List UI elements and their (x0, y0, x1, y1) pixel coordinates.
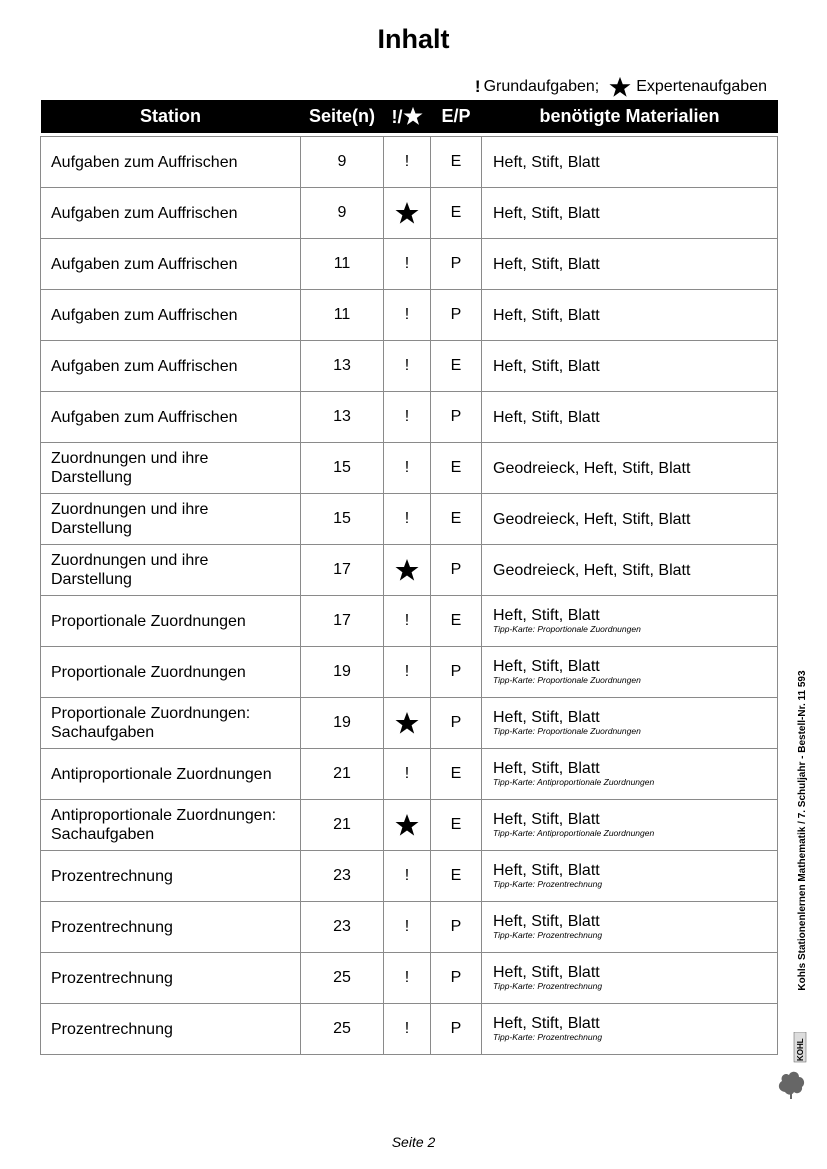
cell-material (482, 749, 778, 800)
cell-material (482, 647, 778, 698)
cell-symbol: ! (384, 239, 431, 290)
cell-material (482, 392, 778, 443)
cell-ep: P (431, 647, 482, 698)
cell-seite: 25 (301, 953, 384, 1004)
cell-material-note: Tipp-Karte: Proportionale Zuordnungen (493, 675, 641, 685)
cell-material-note: Tipp-Karte: Proportionale Zuordnungen (493, 624, 641, 634)
table-row (41, 494, 778, 545)
header-materialien: benötigte Materialien (482, 100, 778, 133)
cell-material-main: Heft, Stift, Blatt (493, 709, 600, 726)
cell-seite: 19 (301, 647, 384, 698)
cell-station: Aufgaben zum Auffrischen (41, 137, 301, 188)
table-row (41, 239, 778, 290)
cell-station: Proportionale Zuordnungen (41, 596, 301, 647)
cell-seite: 11 (301, 239, 384, 290)
cell-station: Aufgaben zum Auffrischen (41, 341, 301, 392)
legend-grund-symbol: ! (474, 77, 481, 96)
cell-ep: P (431, 1004, 482, 1055)
star-icon (395, 201, 419, 225)
cell-seite: 9 (301, 188, 384, 239)
cell-station: Prozentrechnung (41, 1004, 301, 1055)
cell-ep: P (431, 953, 482, 1004)
header-symbol-label: !/ (391, 106, 403, 127)
cell-material (482, 596, 778, 647)
cell-ep: P (431, 290, 482, 341)
star-icon (609, 76, 631, 98)
cell-symbol (384, 698, 431, 749)
cell-station: Aufgaben zum Auffrischen (41, 392, 301, 443)
cell-symbol: ! (384, 443, 431, 494)
cell-station: Antiproportionale Zuordnungen: Sachaufgaben (41, 800, 301, 851)
cell-material (482, 698, 778, 749)
cell-station: Prozentrechnung (41, 953, 301, 1004)
cell-material (482, 851, 778, 902)
table-row (41, 188, 778, 239)
cell-ep: P (431, 239, 482, 290)
cell-ep: E (431, 188, 482, 239)
table-row (41, 647, 778, 698)
cell-station: Proportionale Zuordnungen: Sachaufgaben (41, 698, 301, 749)
table-row (41, 851, 778, 902)
cell-material-main: Geodreieck, Heft, Stift, Blatt (493, 459, 691, 477)
cell-material (482, 341, 778, 392)
cell-ep: E (431, 596, 482, 647)
cell-ep: P (431, 902, 482, 953)
cell-seite: 17 (301, 545, 384, 596)
side-label (791, 638, 815, 1023)
star-icon (395, 813, 419, 837)
table-row (41, 596, 778, 647)
cell-material-main: Geodreieck, Heft, Stift, Blatt (493, 561, 691, 579)
cell-seite: 21 (301, 749, 384, 800)
cell-ep: E (431, 494, 482, 545)
cell-symbol: ! (384, 290, 431, 341)
cell-station: Zuordnungen und ihre Darstellung (41, 494, 301, 545)
cell-station: Zuordnungen und ihre Darstellung (41, 443, 301, 494)
cell-seite: 25 (301, 1004, 384, 1055)
cell-station: Zuordnungen und ihre Darstellung (41, 545, 301, 596)
cell-seite: 15 (301, 443, 384, 494)
star-icon (395, 711, 419, 735)
cell-material-main: Heft, Stift, Blatt (493, 811, 600, 828)
cell-seite: 23 (301, 851, 384, 902)
publisher-logo (776, 1032, 812, 1100)
cell-seite: 13 (301, 392, 384, 443)
cell-material (482, 1004, 778, 1055)
cell-material-note: Tipp-Karte: Proportionale Zuordnungen (493, 726, 641, 736)
cell-material-main: Heft, Stift, Blatt (493, 862, 600, 879)
table-row (41, 902, 778, 953)
cell-symbol: ! (384, 749, 431, 800)
table-row (41, 290, 778, 341)
cell-seite: 17 (301, 596, 384, 647)
cell-station: Proportionale Zuordnungen (41, 647, 301, 698)
cell-symbol: ! (384, 647, 431, 698)
table-row (41, 392, 778, 443)
legend (475, 76, 767, 98)
table-row (41, 1004, 778, 1055)
cell-material (482, 494, 778, 545)
cell-material-note: Tipp-Karte: Prozentrechnung (493, 1032, 603, 1042)
star-icon (403, 106, 423, 126)
cell-material-note: Tipp-Karte: Antiproportionale Zuordnungen (493, 777, 655, 787)
cell-material-main: Heft, Stift, Blatt (493, 658, 600, 675)
cell-ep: E (431, 749, 482, 800)
cell-material-main: Heft, Stift, Blatt (493, 255, 600, 273)
table-row (41, 953, 778, 1004)
cell-material (482, 443, 778, 494)
cell-ep: E (431, 800, 482, 851)
table-row (41, 698, 778, 749)
cell-material-note: Tipp-Karte: Antiproportionale Zuordnungen (493, 828, 655, 838)
cell-material (482, 290, 778, 341)
cell-material (482, 800, 778, 851)
cell-material-note: Tipp-Karte: Prozentrechnung (493, 981, 603, 991)
cell-material-main: Heft, Stift, Blatt (493, 760, 600, 777)
cell-symbol (384, 545, 431, 596)
cell-material-main: Heft, Stift, Blatt (493, 964, 600, 981)
cell-material-main: Heft, Stift, Blatt (493, 306, 600, 324)
cell-station: Aufgaben zum Auffrischen (41, 290, 301, 341)
side-label-text: Kohls Stationenlernen Mathematik / 7. Schuljahr - Bestell-Nr. 11 593 (797, 670, 808, 991)
logo-text: KOHL (796, 1038, 805, 1061)
cell-ep: P (431, 392, 482, 443)
cell-station: Aufgaben zum Auffrischen (41, 188, 301, 239)
header-symbol (384, 100, 431, 133)
header-station: Station (41, 100, 301, 133)
cell-symbol: ! (384, 1004, 431, 1055)
page-footer: Seite 2 (391, 1134, 436, 1150)
cell-station: Prozentrechnung (41, 851, 301, 902)
legend-experten-label: Expertenaufgaben (636, 78, 767, 95)
cell-symbol: ! (384, 953, 431, 1004)
cell-material (482, 137, 778, 188)
cell-seite: 23 (301, 902, 384, 953)
cell-symbol: ! (384, 902, 431, 953)
table-row (41, 137, 778, 188)
cell-material-main: Heft, Stift, Blatt (493, 408, 600, 426)
cell-material-note: Tipp-Karte: Prozentrechnung (493, 879, 603, 889)
star-icon (395, 558, 419, 582)
cell-material-main: Heft, Stift, Blatt (493, 913, 600, 930)
cell-symbol (384, 800, 431, 851)
table-row (41, 749, 778, 800)
contents-table (40, 100, 778, 1055)
cell-ep: P (431, 545, 482, 596)
table-row (41, 800, 778, 851)
cell-material (482, 545, 778, 596)
table-row (41, 341, 778, 392)
cell-material-note: Tipp-Karte: Prozentrechnung (493, 930, 603, 940)
cell-ep: E (431, 851, 482, 902)
table-row (41, 443, 778, 494)
cell-seite: 15 (301, 494, 384, 545)
cell-seite: 13 (301, 341, 384, 392)
cell-symbol (384, 188, 431, 239)
cell-seite: 19 (301, 698, 384, 749)
cell-symbol: ! (384, 596, 431, 647)
cell-material-main: Geodreieck, Heft, Stift, Blatt (493, 510, 691, 528)
cell-station: Antiproportionale Zuordnungen (41, 749, 301, 800)
cell-material (482, 953, 778, 1004)
cell-material-main: Heft, Stift, Blatt (493, 153, 600, 171)
cell-symbol: ! (384, 341, 431, 392)
cell-seite: 21 (301, 800, 384, 851)
cell-ep: E (431, 137, 482, 188)
cell-seite: 9 (301, 137, 384, 188)
cell-symbol: ! (384, 392, 431, 443)
cell-material-main: Heft, Stift, Blatt (493, 204, 600, 222)
cell-ep: P (431, 698, 482, 749)
table-header-row (41, 100, 778, 133)
cell-station: Aufgaben zum Auffrischen (41, 239, 301, 290)
header-ep: E/P (431, 100, 482, 133)
cell-station: Prozentrechnung (41, 902, 301, 953)
cell-material (482, 902, 778, 953)
cell-symbol: ! (384, 494, 431, 545)
cell-seite: 11 (301, 290, 384, 341)
cell-material (482, 239, 778, 290)
cell-material-main: Heft, Stift, Blatt (493, 357, 600, 375)
cell-ep: E (431, 443, 482, 494)
header-seite: Seite(n) (301, 100, 384, 133)
cell-material-main: Heft, Stift, Blatt (493, 607, 600, 624)
cell-symbol: ! (384, 851, 431, 902)
page-title: Inhalt (377, 24, 450, 54)
cell-material (482, 188, 778, 239)
table-body (41, 133, 778, 1055)
table-row (41, 545, 778, 596)
cell-material-main: Heft, Stift, Blatt (493, 1015, 600, 1032)
legend-grund-label: Grundaufgaben; (483, 78, 600, 95)
cell-ep: E (431, 341, 482, 392)
cell-symbol: ! (384, 137, 431, 188)
